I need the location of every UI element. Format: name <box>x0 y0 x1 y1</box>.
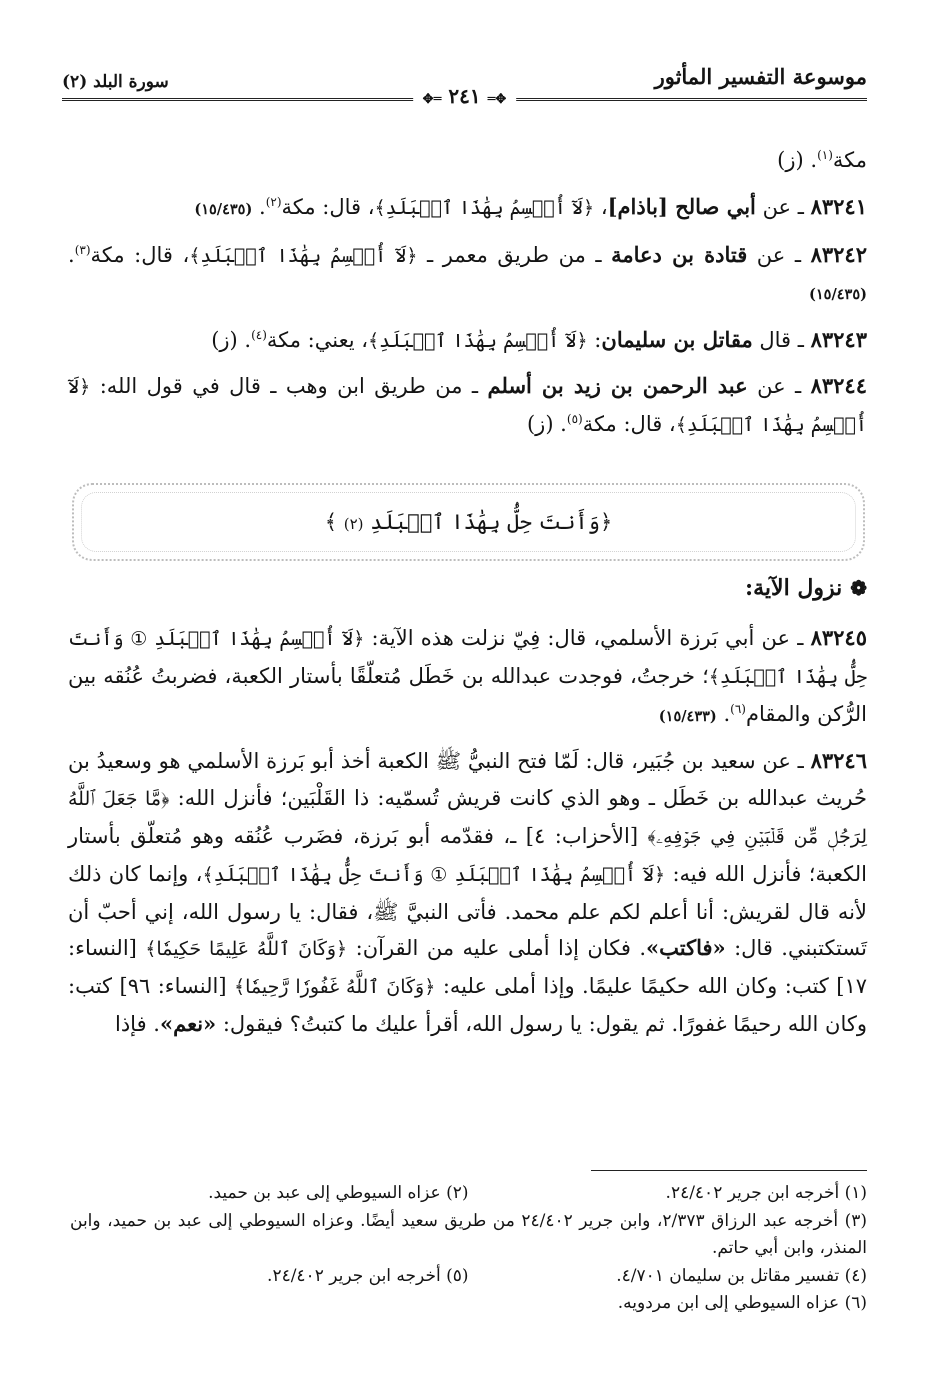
narrator-name: قتادة بن دعامة <box>611 241 748 267</box>
narration-text: [النساء: ٩٦] كتب: وكان الله رحيمًا غفورًا. ثم يقول: يا رسول الله، أقرأ عليك ما كتبتُ؟ فيقول: <box>68 974 867 1036</box>
quran-quote: ﴿وَكَانَ ٱللَّهُ غَفُورٗا رَّحِيمٗا﴾ <box>234 976 436 999</box>
verse-box <box>72 483 865 561</box>
narration-83246 <box>68 743 867 1042</box>
verse-words: ﴿وَأَنتَ حِلُّۢ بِهَٰذَا ٱلۡبَلَدِ <box>370 510 613 534</box>
narration-text: . <box>716 701 731 726</box>
narration-83243 <box>68 322 867 360</box>
footnote-5: (٥) أخرجه ابن جرير ٢٤/٤٠٢. <box>267 1265 469 1286</box>
verse-number: ٢ <box>349 515 358 533</box>
narration-number: ٨٣٢٤٤ <box>810 372 867 398</box>
narration-83242 <box>68 237 867 315</box>
quran-quote: ﴿وَكَانَ ٱللَّهُ عَلِيمًا حَكِيمٗا﴾ <box>145 938 348 961</box>
volume-page-ref: (١٥/٤٣٥) <box>194 200 253 218</box>
narration-83241 <box>68 189 867 229</box>
narration-number: ٨٣٢٤٥ <box>810 625 867 650</box>
footnote-row <box>70 1180 867 1208</box>
body-text-top <box>68 142 867 452</box>
narration-text: . (ز) <box>526 411 567 436</box>
narration-text: . فإذا <box>114 1011 160 1036</box>
flower-icon: ❁ <box>850 576 867 600</box>
narration-text: ، يعني: مكة <box>266 328 369 353</box>
narration-text: ـ من طريق معمر ـ <box>417 242 612 267</box>
narration-text: [الأحزاب: ٤] ـ، فقدّمه أبو بَرزة، فضَرب عُنُقه وهو مُتعلّق بأستار الكعبة؛ فأنزل الله فيه: <box>68 823 868 886</box>
footnote-2: (٢) عزاه السيوطي إلى عبد بن حميد. <box>208 1183 469 1203</box>
narration-number: ٨٣٢٤٢ <box>810 241 867 267</box>
narration-text: ؛ خرجتُ، فوجدت عبدالله بن خَطَل مُتعلّقًا بأستار الكعبة، فضربتُ عُنُقه بين الرُّكن والمقام <box>68 663 867 726</box>
volume-page-ref: (١٥/٤٣٥) <box>809 286 867 304</box>
narration-text: ـ عن <box>747 242 811 267</box>
surah-title: سورة البلد (٢) <box>62 72 169 92</box>
narration-number: ٨٣٢٤٦ <box>810 748 867 774</box>
narrator-name: أبي صالح [باذام] <box>607 193 756 219</box>
narration-text: ـ عن سعيد بن جُبَير، قال: لَمّا فتح النبيُّ ﷺ الكعبة أخذ أبو بَرزة الأسلمي هو وسعيدُ بن حُريث عبدالله بن خَطَل ـ وهو الذي كانت قريش تُسمّيه: ذا القَلْبَين؛ فأنزل الله: <box>68 749 867 811</box>
footnote-marker: (٥) <box>566 411 583 426</box>
narration-text: . (ز) <box>211 328 252 353</box>
page-number-block <box>413 84 517 108</box>
narration-cont <box>68 142 867 179</box>
narration-text: ، قال: مكة <box>281 194 375 219</box>
narration-text: : <box>587 328 602 353</box>
footnote-row <box>70 1263 867 1291</box>
ornament-left-icon: ✥═ <box>487 92 507 107</box>
footnote-6: (٦) عزاه السيوطي إلى ابن مردويه. <box>617 1293 867 1313</box>
footnote-marker: (٦) <box>730 701 746 716</box>
quran-quote: ﴿لَآ أُقۡسِمُ بِهَٰذَا ٱلۡبَلَدِ ① وَأَنتَ حِلُّۢ بِهَٰذَا ٱلۡبَلَدِ﴾ <box>68 628 868 688</box>
narration-text: . (ز) <box>777 148 818 172</box>
verse-number-marker: (٢) <box>343 515 364 533</box>
narration-number: ٨٣٢٤٣ <box>810 327 867 353</box>
ornament-right-icon: ═✥ <box>422 92 442 107</box>
narration-text: ، قال: مكة <box>90 242 190 267</box>
quran-quote: ﴿لَآ أُقۡسِمُ بِهَٰذَا ٱلۡبَلَدِ﴾ <box>374 196 595 219</box>
narration-text: . <box>68 242 75 267</box>
narrator-name: عبد الرحمن بن زيد بن أسلم <box>487 372 748 398</box>
narration-text: ـ عن <box>755 194 811 219</box>
section-heading-text: نزول الآية: <box>745 575 843 601</box>
narration-text: ـ قال <box>752 328 811 353</box>
narration-text: ـ من طريق ابن وهب ـ قال في قول الله: <box>90 373 488 398</box>
quran-quote: ﴿مَّا جَعَلَ ٱللَّهُ لِرَجُلٖ مِّن قَلۡبَيۡنِ فِي جَوۡفِهِۦ﴾ <box>68 788 867 848</box>
narration-text: . <box>252 194 266 219</box>
narration-text: ـ عن أبي بَرزة الأسلمي، قال: فِيّ نزلت هذه الآية: <box>364 626 811 650</box>
body-text-bottom <box>68 620 867 1051</box>
verse-box-inner <box>81 492 856 552</box>
section-heading <box>745 575 867 601</box>
footnote-marker: (٢) <box>265 194 282 209</box>
quran-quote: ﴿لَآ أُقۡسِمُ بِهَٰذَا ٱلۡبَلَدِ﴾ <box>189 244 418 267</box>
footnote-marker: (١) <box>817 148 833 162</box>
quran-quote: ﴿لَآ أُقۡسِمُ بِهَٰذَا ٱلۡبَلَدِ﴾ <box>68 375 867 436</box>
verse-close-bracket: ﴾ <box>324 510 338 534</box>
narration-text: [النساء: ١٧] كتب: وكان الله حكيمًا عليمًا. وإذا أملى عليه: <box>68 936 867 999</box>
narrator-name: «فاكتب» <box>646 935 726 961</box>
footnote-3: (٣) أخرجه عبد الرزاق ٢/٣٧٣، وابن جرير ٢٤/٤٠٢ من طريق سعيد أيضًا. وعزاه السيوطي إلى عبد بن حميد، وابن المنذر، وابن أبي حاتم. <box>70 1210 867 1258</box>
running-header <box>62 64 867 110</box>
narrator-name: «نعم» <box>159 1010 217 1036</box>
narration-83244 <box>68 368 867 444</box>
footnote-marker: (٤) <box>251 328 267 343</box>
page-number: ٢٤١ <box>448 84 481 108</box>
footnote-4: (٤) تفسير مقاتل بن سليمان ٤/٧٠١. <box>616 1265 867 1286</box>
narration-text: . فكان إذا أملى عليه من القرآن: <box>347 936 646 961</box>
quran-quote: ﴿لَآ أُقۡسِمُ بِهَٰذَا ٱلۡبَلَدِ ① وَأَنتَ حِلُّۢ بِهَٰذَا ٱلۡبَلَدِ﴾ <box>202 863 666 886</box>
narration-text: مكة <box>832 148 867 172</box>
footnote-1: (١) أخرجه ابن جرير ٢٤/٤٠٢. <box>665 1183 867 1203</box>
narration-83245 <box>68 620 867 735</box>
footnote-rule <box>591 1170 867 1171</box>
work-title: موسوعة التفسير المأثور <box>654 64 867 89</box>
volume-page-ref: (١٥/٤٣٣) <box>658 707 717 725</box>
narration-text: ، <box>594 194 608 219</box>
quran-quote: ﴿لَآ أُقۡسِمُ بِهَٰذَا ٱلۡبَلَدِ﴾ <box>368 330 588 353</box>
narration-number: ٨٣٢٤١ <box>810 193 867 219</box>
narrator-name: مقاتل بن سليمان <box>601 327 753 353</box>
footnotes <box>70 1180 867 1318</box>
narration-text: ، قال: مكة <box>582 411 676 436</box>
verse-text <box>325 510 613 534</box>
narration-text: ـ عن <box>747 373 811 398</box>
footnote-marker: (٣) <box>74 242 91 257</box>
narration-text: ، وإنما كان ذلك لأنه قال لقريش: أنا أعلم لكم علم محمد. فأتى النبيَّ ﷺ، فقال: يا رسول الله، إني أحبّ أن تَستكتبني. قال: <box>68 861 867 961</box>
